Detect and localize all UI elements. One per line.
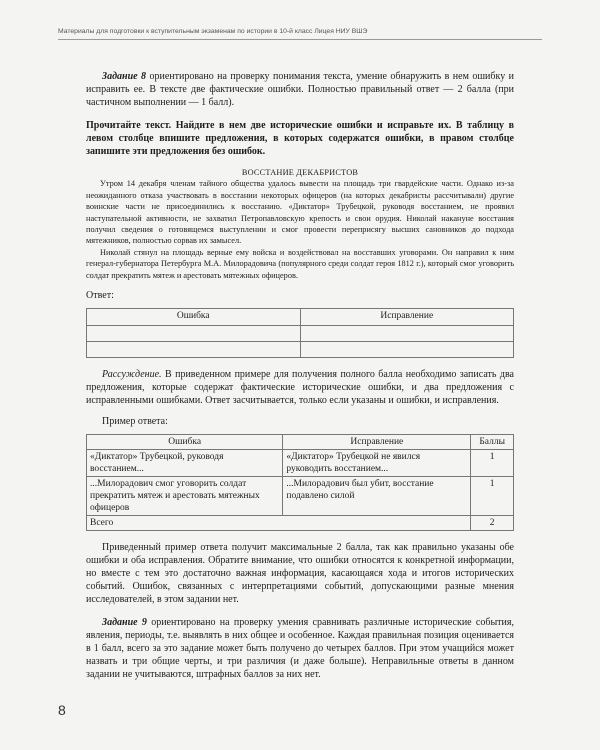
row-error: «Диктатор» Трубецкой, руководя восстанием...: [87, 450, 283, 477]
row-fix: ...Милорадович был убит, восстание подавлено силой: [283, 477, 471, 516]
source-text: [86, 167, 514, 281]
reasoning-text: В приведенном примере для получения полного балла необходимо записать два предложения, которые содержат фактические исторические ошибки, и два предложения с исправленными ошибками. Ответ засчитывается, только если указаны и ошибки, и исправления.: [86, 369, 514, 407]
example-table: [86, 434, 514, 531]
task9-paragraph: [86, 616, 514, 681]
answer-table: [86, 308, 514, 358]
task9-lead: Задание 9: [102, 617, 147, 629]
answer-cell[interactable]: [87, 326, 301, 342]
answer-cell[interactable]: [300, 326, 514, 342]
row-score: 1: [471, 477, 514, 516]
row-score: 1: [471, 450, 514, 477]
example-col-error: Ошибка: [87, 435, 283, 450]
example-label: Пример ответа:: [102, 416, 168, 428]
answer-col-fix: Исправление: [300, 309, 514, 326]
source-paragraph-1: Утром 14 декабря членам тайного общества удалось вывести на площадь три гвардейские части. Однако из-за неожиданного отказа участвовать в восстании некоторых офицеров (на которых декабристы рассчитывали) другие воинские части не присоединились к восстанию. «Диктатор» Трубецкой, руководя восстанием, не проявил наступательной активности, не захватил Петропавловскую крепость и свои орудия. Николай накануне восстания получил сведения о готовящемся выступлении и смог провести переприсягу высших сановников до подхода мятежников, полностью сорвав их замысел.: [86, 179, 514, 246]
task8-lead: Задание 8: [102, 71, 147, 82]
page-content: [86, 70, 514, 681]
answer-label: Ответ:: [86, 290, 114, 302]
task8-text: ориентировано на проверку понимания текста, умение обнаружить в нем ошибку и исправить ее. В тексте две фактические ошибки. Полностью правильный ответ — 2 балла (при частичном выполнении — 1 балл).: [86, 71, 514, 108]
total-row: [87, 516, 514, 531]
answer-col-error: Ошибка: [87, 309, 301, 326]
task8-paragraph: [86, 70, 514, 109]
total-score: 2: [471, 516, 514, 531]
source-title: ВОССТАНИЕ ДЕКАБРИСТОВ: [241, 168, 359, 177]
running-header: Материалы для подготовки к вступительным экзаменам по истории в 10-й класс Лицея НИУ ВШЭ: [58, 28, 542, 40]
answer-cell[interactable]: [300, 342, 514, 358]
total-label: Всего: [87, 516, 471, 531]
example-col-fix: Исправление: [283, 435, 471, 450]
row-error: ...Милорадович смог уговорить солдат прекратить мятеж и арестовать мятежных офицеров: [87, 477, 283, 516]
reasoning-lead: Рассуждение.: [102, 369, 162, 381]
row-fix: «Диктатор» Трубецкой не явился руководить восстанием...: [283, 450, 471, 477]
table-row: [87, 450, 514, 477]
reasoning-paragraph: [86, 368, 514, 407]
source-paragraph-2: Николай стянул на площадь верные ему войска и воздействовал на восставших уговорами. Он направил к ним генерал-губернатора Петербурга М.А. Милорадовича (популярного среди солдат героя 1812 г.), который смог уговорить солдат прекратить мятеж и арестовать мятежных офицеров.: [86, 247, 514, 280]
page-number: 8: [58, 702, 66, 718]
answer-cell[interactable]: [87, 342, 301, 358]
instruction: Прочитайте текст. Найдите в нем две исторические ошибки и исправьте их. В таблицу в левом столбце впишите предложения, в которых содержатся ошибки, в правом столбце запишите эти предложения без ошибок.: [86, 120, 514, 157]
summary-paragraph: Приведенный пример ответа получит максимальные 2 балла, так как правильно указаны обе ошибки и оба исправления. Обратите внимание, что ошибки относятся к конкретной информации, но вместе с тем это достаточно важная информация, касающаяся хода и итогов исторических событий. Ошибок, связанных с интерпретациями событий, допускающими разные мнения исследователей, в этом задании нет.: [86, 542, 514, 606]
example-col-score: Баллы: [471, 435, 514, 450]
table-row: [87, 477, 514, 516]
task9-text: ориентировано на проверку умения сравнивать различные исторические события, явления, периоды, т.е. выявлять в них общее и особенное. Каждая правильная позиция оценивается в 1 балл, всего за это задание может быть получено до четырех баллов. При этом учащийся может назвать и три общие черты, и три различия (и даже больше). Неправильные ответы в данном задании не учитываются, штрафных баллов за них нет.: [86, 617, 514, 681]
